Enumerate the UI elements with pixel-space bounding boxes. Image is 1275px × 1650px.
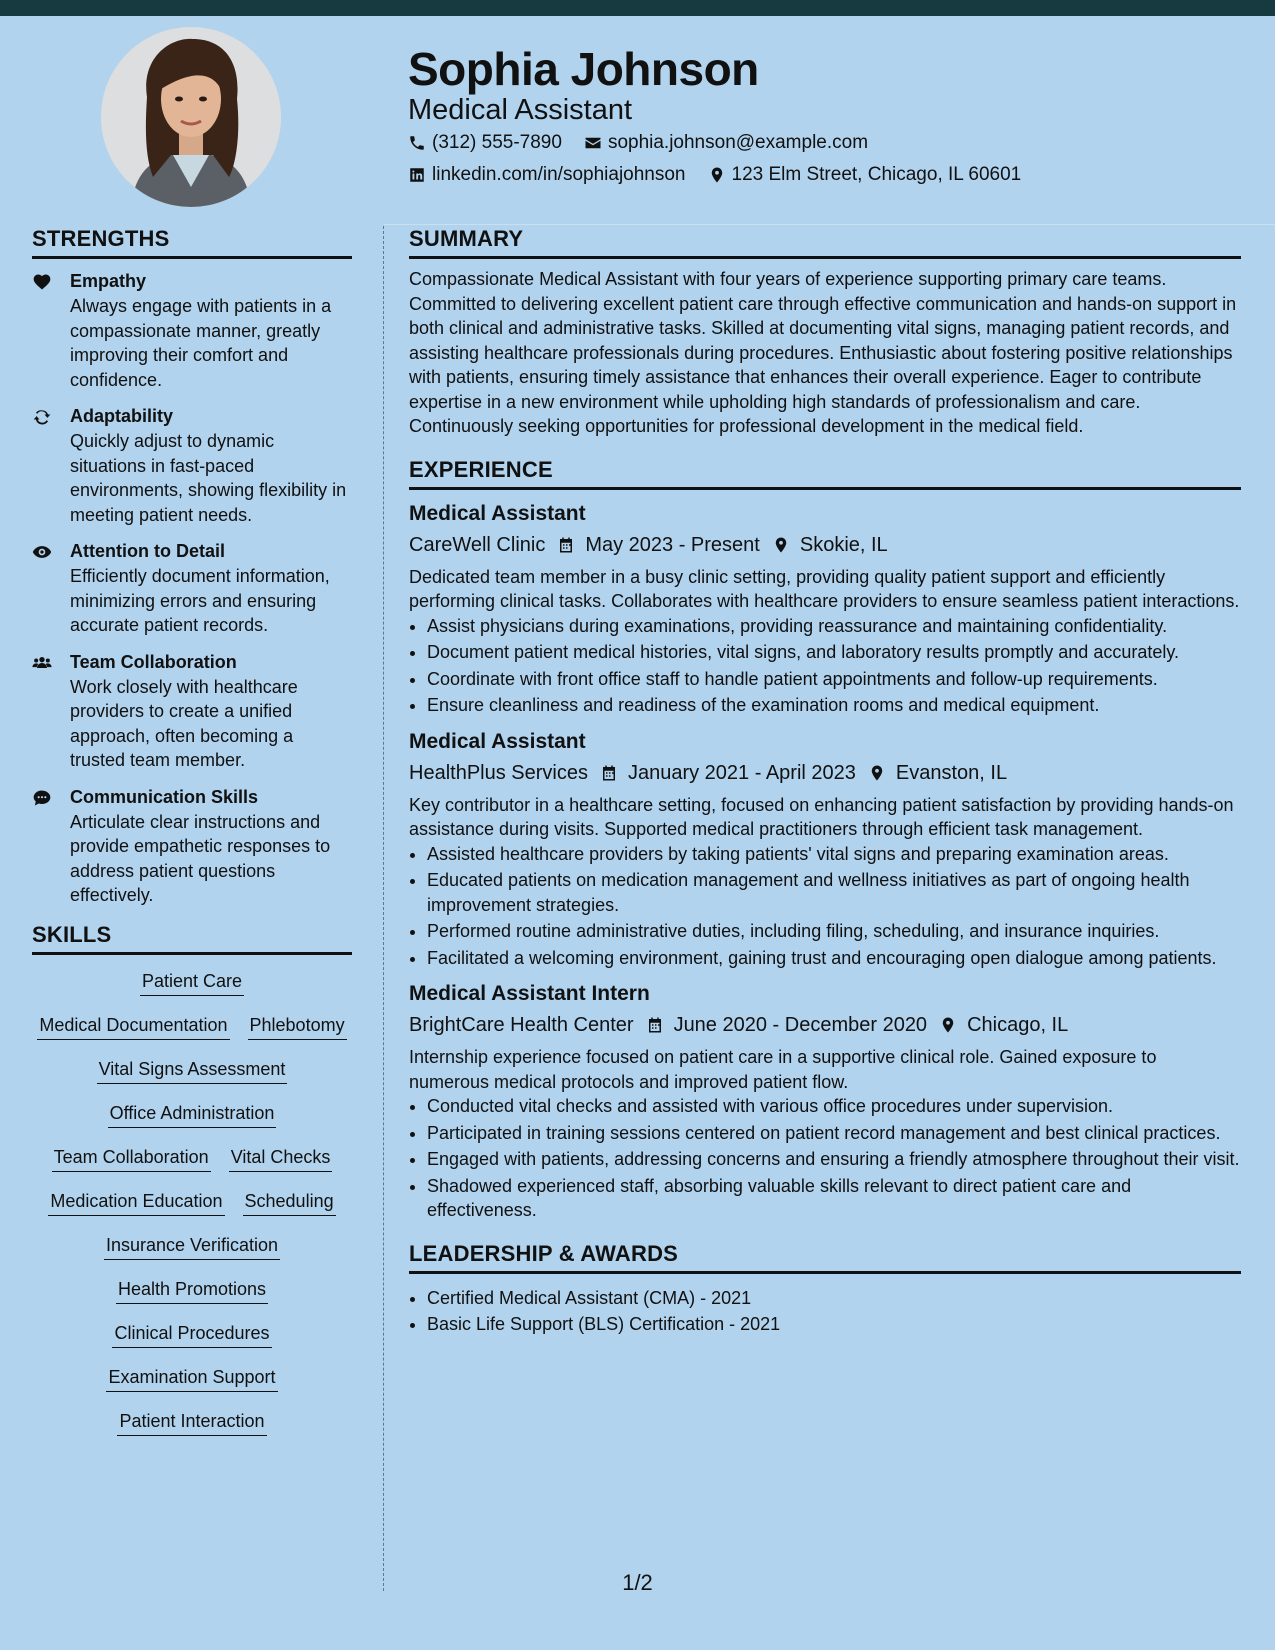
job-meta xyxy=(409,531,1241,559)
strength-item xyxy=(32,404,352,527)
strength-item xyxy=(32,650,352,773)
calendar-icon xyxy=(646,1016,664,1034)
job-dates: May 2023 - Present xyxy=(585,533,760,556)
job-bullets xyxy=(409,1094,1241,1223)
skills-heading: SKILLS xyxy=(32,922,352,955)
job-bullets xyxy=(409,842,1241,971)
job-company: BrightCare Health Center xyxy=(409,1014,634,1036)
summary-heading: SUMMARY xyxy=(409,226,1241,259)
bullet-item: • Participated in training sessions centered on patient record management and best clinical practices. xyxy=(427,1121,1241,1146)
skill-tag: Phlebotomy xyxy=(248,1013,347,1040)
envelope-icon xyxy=(584,134,602,152)
job-description: Key contributor in a healthcare setting, focused on enhancing patient satisfaction by providing hands-on assistance during visits. Supported medical practitioners through efficient task management. xyxy=(409,794,1234,839)
address-text: 123 Elm Street, Chicago, IL 60601 xyxy=(731,164,1022,185)
map-pin-icon xyxy=(939,1016,957,1034)
skill-tag: Team Collaboration xyxy=(52,1145,211,1172)
job-meta xyxy=(409,1011,1241,1039)
right-column xyxy=(409,226,1241,1339)
job-title: Medical Assistant xyxy=(409,729,586,753)
calendar-icon xyxy=(557,536,575,554)
strength-desc: Articulate clear instructions and provide empathetic responses to address patient questions effectively. xyxy=(70,811,331,905)
skill-tag: Patient Care xyxy=(140,969,244,996)
skill-tag: Medication Education xyxy=(48,1189,224,1216)
job-location: Skokie, IL xyxy=(799,533,888,556)
users-icon xyxy=(32,653,52,673)
bullet-item: • Coordinate with front office staff to handle patient appointments and follow-up requirements. xyxy=(427,667,1241,692)
strength-desc: Work closely with healthcare providers to create a unified approach, often becoming a trusted team member. xyxy=(70,676,298,770)
skill-tag: Clinical Procedures xyxy=(112,1321,271,1348)
awards-heading: LEADERSHIP & AWARDS xyxy=(409,1241,1241,1274)
bullet-item: • Performed routine administrative duties, including filing, scheduling, and insurance inquiries. xyxy=(427,919,1241,944)
job-description: Dedicated team member in a busy clinic setting, providing quality patient support and efficiently performing clinical tasks. Collaborates with healthcare providers to ensure seamless patient interactions. xyxy=(409,566,1240,611)
top-bar xyxy=(0,0,1275,16)
bullet-item: • Facilitated a welcoming environment, gaining trust and encouraging open dialogue among patients. xyxy=(427,946,1241,971)
bullet-item: • Document patient medical histories, vital signs, and laboratory results promptly and accurately. xyxy=(427,640,1241,665)
job-dates: January 2021 - April 2023 xyxy=(627,761,856,784)
address-contact xyxy=(708,164,1022,186)
column-divider xyxy=(383,226,384,1591)
strength-desc: Efficiently document information, minimizing errors and ensuring accurate patient records. xyxy=(70,566,330,635)
candidate-name: Sophia Johnson xyxy=(408,43,759,95)
experience-heading: EXPERIENCE xyxy=(409,457,1241,490)
map-pin-icon xyxy=(708,166,726,184)
strength-item xyxy=(32,539,352,638)
heart-icon xyxy=(32,272,52,292)
strength-desc: Always engage with patients in a compassionate manner, greatly improving their comfort and confidence. xyxy=(70,296,332,390)
skills-list xyxy=(32,969,352,1436)
bullet-item: • Conducted vital checks and assisted with various office procedures under supervision. xyxy=(427,1094,1241,1119)
strength-title: Adaptability xyxy=(70,406,174,426)
skill-tag: Vital Signs Assessment xyxy=(97,1057,288,1084)
awards-list xyxy=(409,1286,1241,1337)
award-item: • Certified Medical Assistant (CMA) - 2021 xyxy=(427,1286,1241,1311)
job-company: CareWell Clinic xyxy=(409,533,546,556)
phone-icon xyxy=(408,134,426,152)
bullet-item: • Educated patients on medication management and wellness initiatives as part of ongoing health improvement strategies. xyxy=(427,868,1241,917)
skill-tag: Patient Interaction xyxy=(117,1409,266,1436)
summary-text: Compassionate Medical Assistant with four years of experience supporting primary care teams. Committed to delivering excellent patient care through effective communication and hands-on support in both clinical and administrative tasks. Skilled at documenting vital signs, managing patient records, and assisting healthcare professionals during procedures. Enthusiastic about fostering positive relationships with patients, ensuring timely assistance that enhances their overall experience. Eager to contribute expertise in a new environment while upholding high standards of professionalism and care. Continuously seeking opportunities for professional development in the medical field. xyxy=(409,269,1237,436)
strength-title: Attention to Detail xyxy=(70,541,225,561)
phone-contact[interactable] xyxy=(408,132,562,154)
sync-icon xyxy=(32,407,52,427)
job-title: Medical Assistant Intern xyxy=(409,982,650,1005)
skill-tag: Office Administration xyxy=(108,1101,277,1128)
strength-item xyxy=(32,785,352,908)
eye-icon xyxy=(32,542,52,562)
skill-tag: Examination Support xyxy=(106,1365,277,1392)
job-bullets xyxy=(409,614,1241,718)
bullet-item: • Shadowed experienced staff, absorbing valuable skills relevant to direct patient care and effectiveness. xyxy=(427,1174,1241,1223)
header-divider xyxy=(384,224,1275,225)
job-company: HealthPlus Services xyxy=(409,761,588,784)
page-number: 1/2 xyxy=(622,1570,653,1595)
strength-title: Communication Skills xyxy=(70,786,259,807)
email-contact[interactable] xyxy=(584,132,868,154)
linkedin-text: linkedin.com/in/sophiajohnson xyxy=(432,164,686,185)
contact-row-1 xyxy=(408,132,868,154)
job-meta xyxy=(409,759,1241,787)
left-column xyxy=(32,226,352,1436)
bullet-item: • Assist physicians during examinations, providing reassurance and maintaining confidentiality. xyxy=(427,614,1241,639)
map-pin-icon xyxy=(772,536,790,554)
strength-title: Empathy xyxy=(70,271,147,291)
job-entry xyxy=(409,728,1241,971)
map-pin-icon xyxy=(868,764,886,782)
job-location: Chicago, IL xyxy=(967,1014,1069,1036)
bullet-item: • Ensure cleanliness and readiness of the examination rooms and medical equipment. xyxy=(427,693,1241,718)
skill-tag: Medical Documentation xyxy=(37,1013,229,1040)
skill-tag: Health Promotions xyxy=(116,1277,268,1304)
job-description: Internship experience focused on patient care in a supportive clinical role. Gained exposure to numerous medical protocols and improved patient flow. xyxy=(409,1047,1157,1092)
job-entry xyxy=(409,500,1241,718)
linkedin-icon xyxy=(408,166,426,184)
strength-item xyxy=(32,269,352,392)
bullet-item: • Assisted healthcare providers by taking patients' vital signs and preparing examination areas. xyxy=(427,842,1241,867)
skill-tag: Scheduling xyxy=(243,1189,336,1216)
email-text: sophia.johnson@example.com xyxy=(607,132,869,153)
profile-photo xyxy=(101,27,281,207)
strengths-list xyxy=(32,269,352,908)
strength-title: Team Collaboration xyxy=(70,651,237,672)
job-dates: June 2020 - December 2020 xyxy=(673,1014,928,1036)
linkedin-contact[interactable] xyxy=(408,164,686,186)
strengths-heading: STRENGTHS xyxy=(32,226,352,259)
job-location: Evanston, IL xyxy=(895,761,1008,784)
calendar-icon xyxy=(600,764,618,782)
strength-desc: Quickly adjust to dynamic situations in fast-paced environments, showing flexibility in meeting patient needs. xyxy=(70,431,347,525)
award-item: • Basic Life Support (BLS) Certification - 2021 xyxy=(427,1312,1241,1337)
phone-text: (312) 555-7890 xyxy=(432,132,562,153)
skill-tag: Vital Checks xyxy=(229,1145,333,1172)
job-title: Medical Assistant xyxy=(409,501,586,525)
contact-row-2 xyxy=(408,164,1021,186)
chat-icon xyxy=(32,788,52,808)
job-entry xyxy=(409,980,1241,1223)
bullet-item: • Engaged with patients, addressing concerns and ensuring a friendly atmosphere throughout their visit. xyxy=(427,1147,1241,1172)
skill-tag: Insurance Verification xyxy=(104,1233,280,1260)
candidate-role: Medical Assistant xyxy=(408,94,633,126)
